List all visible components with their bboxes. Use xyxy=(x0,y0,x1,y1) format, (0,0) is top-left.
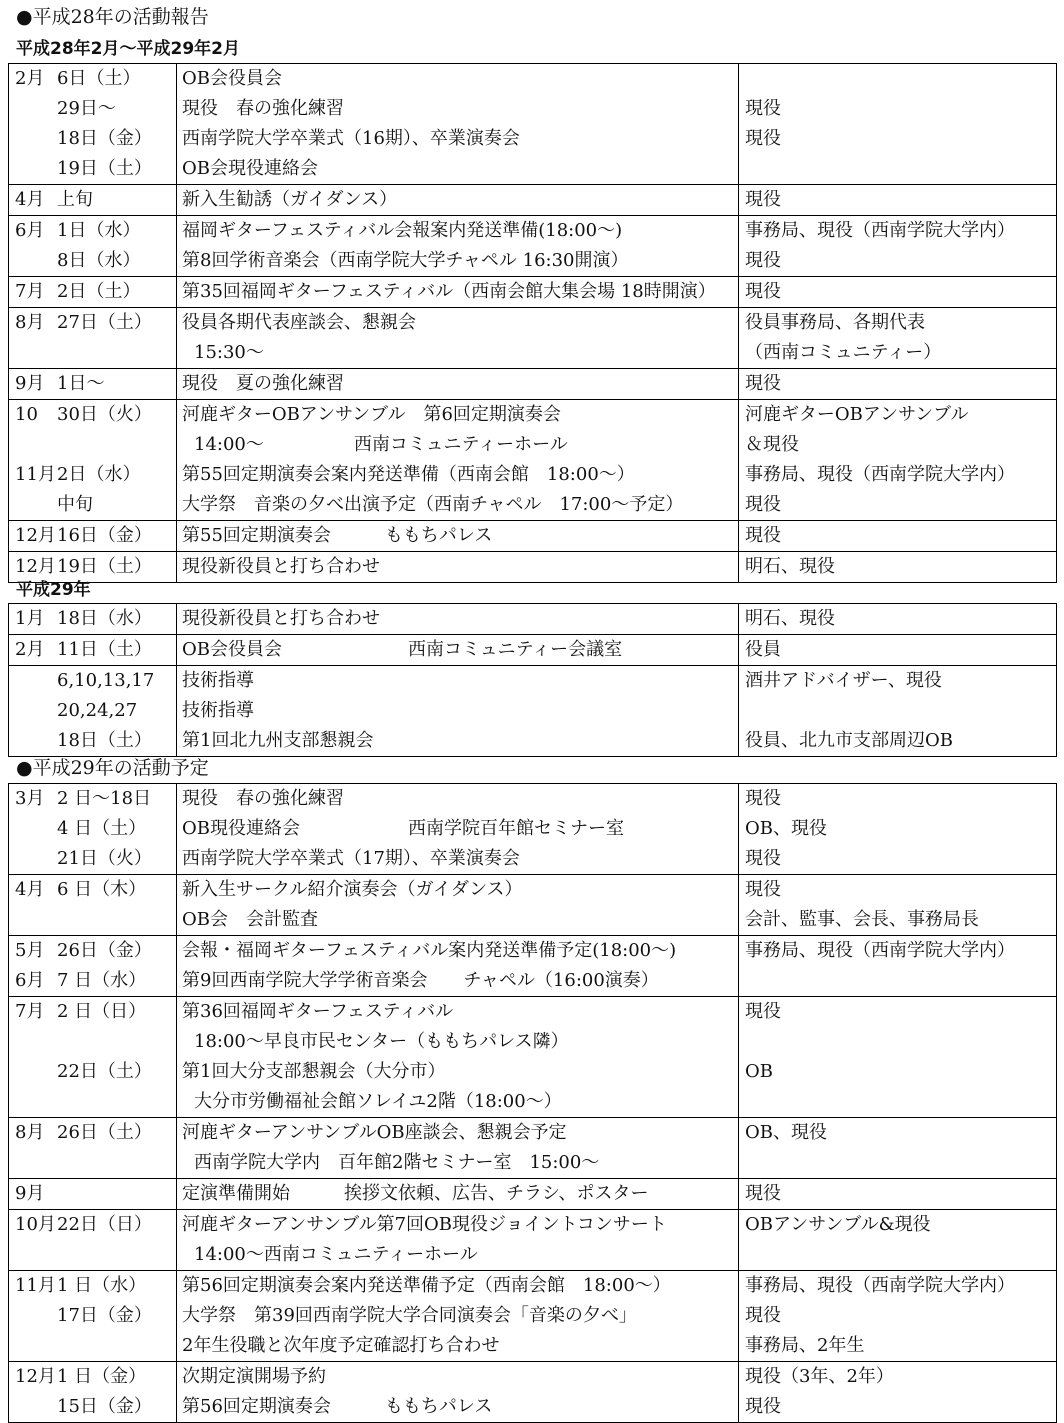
participant-cell xyxy=(739,784,1057,875)
day: 26日（金） xyxy=(57,940,152,961)
table-row xyxy=(9,1210,1057,1271)
event-line: 西南学院大学卒業式（16期）、卒業演奏会 xyxy=(182,128,520,149)
date-cell xyxy=(9,1271,177,1362)
event-cell xyxy=(177,1179,739,1210)
event-cell xyxy=(177,875,739,936)
participant-line: 事務局、現役（西南学院大学内） xyxy=(745,464,1015,485)
table-row xyxy=(9,1179,1057,1210)
day: 2日（土） xyxy=(57,281,141,302)
event-line: 大分市労働福祉会館ソレイユ2階（18:00～） xyxy=(194,1091,562,1112)
month: 12月 xyxy=(15,1366,56,1387)
event-line: 役員各期代表座談会、懇親会 xyxy=(182,312,416,333)
event-cell xyxy=(177,521,739,552)
participant-cell xyxy=(739,369,1057,400)
month: 4月 xyxy=(15,879,45,900)
date-line: 20,24,27 xyxy=(57,700,138,721)
date-line: 21日（火） xyxy=(57,848,152,869)
participant-line xyxy=(745,154,1056,184)
date-line: 4 日（土） xyxy=(57,818,147,839)
month: 7月 xyxy=(15,1001,45,1022)
event-line: OB会役員会 西南コミュニティー会議室 xyxy=(182,639,623,660)
month: 3月 xyxy=(15,788,45,809)
date-line xyxy=(15,875,176,905)
event-cell xyxy=(177,277,739,308)
table-row xyxy=(9,521,1057,552)
event-line: 現役新役員と打ち合わせ xyxy=(182,608,380,629)
event-line: 現役 夏の強化練習 xyxy=(182,373,344,394)
date-line xyxy=(15,1027,176,1057)
event-cell xyxy=(177,635,739,666)
plan-table xyxy=(8,783,1057,1423)
participant-line: 会計、監事、会長、事務局長 xyxy=(745,909,979,930)
participant-line: 現役 xyxy=(745,788,781,809)
table-row xyxy=(9,1271,1057,1362)
participant-line xyxy=(745,696,1056,726)
table-row xyxy=(9,936,1057,997)
date-line xyxy=(15,1179,176,1209)
date-cell xyxy=(9,185,177,216)
participant-line: 現役 xyxy=(745,1305,781,1326)
table-row xyxy=(9,552,1057,583)
report-heading: ●平成28年の活動報告 xyxy=(16,6,209,28)
participant-line xyxy=(745,1148,1056,1178)
month: 6月 xyxy=(15,220,45,241)
participant-line: 現役 xyxy=(745,848,781,869)
day: 上旬 xyxy=(57,189,93,210)
date-line: 18日（土） xyxy=(57,730,152,751)
date-line xyxy=(15,936,176,966)
month: 12月 xyxy=(15,525,56,546)
participant-cell xyxy=(739,604,1057,635)
day: 7 日（水） xyxy=(57,970,147,991)
table-row xyxy=(9,185,1057,216)
participant-line: 現役 xyxy=(745,879,781,900)
participant-cell xyxy=(739,400,1057,521)
participant-line: 事務局、現役（西南学院大学内） xyxy=(745,940,1015,961)
date-cell xyxy=(9,1362,177,1423)
date-line xyxy=(15,521,176,551)
report-table xyxy=(8,63,1057,583)
date-line xyxy=(15,604,176,634)
participant-line: 現役 xyxy=(745,373,781,394)
participant-line: 現役（3年、2年） xyxy=(745,1366,894,1387)
day: 18日（水） xyxy=(57,608,152,629)
event-line: 会報・福岡ギターフェスティバル案内発送準備予定(18:00～) xyxy=(182,940,677,961)
event-cell xyxy=(177,1362,739,1423)
event-line: 大学祭 第39回西南学院大学合同演奏会「音楽の夕べ」 xyxy=(182,1305,637,1326)
event-line: 第55回定期演奏会案内発送準備（西南会館 18:00～） xyxy=(182,464,635,485)
month: 11月 xyxy=(15,464,56,485)
event-line: 14:00～西南コミュニティーホール xyxy=(194,1244,478,1265)
event-line: 定演準備開始 挨拶文依頼、広告、チラシ、ポスター xyxy=(182,1183,649,1204)
date-line xyxy=(15,1362,176,1392)
report-period: 平成28年2月～平成29年2月 xyxy=(16,39,240,59)
event-cell xyxy=(177,308,739,369)
day: 30日（火） xyxy=(57,404,152,425)
date-line: 29日～ xyxy=(57,98,116,119)
event-line: 第55回定期演奏会 ももちパレス xyxy=(182,525,493,546)
participant-cell xyxy=(739,1362,1057,1423)
month: 12月 xyxy=(15,556,56,577)
date-cell xyxy=(9,604,177,635)
month: 2月 xyxy=(15,68,45,89)
participant-line xyxy=(745,1087,1056,1117)
participant-line: 明石、現役 xyxy=(745,556,835,577)
participant-line: ＆現役 xyxy=(745,434,799,455)
table-row xyxy=(9,784,1057,875)
date-cell xyxy=(9,936,177,997)
date-cell xyxy=(9,875,177,936)
date-line: 17日（金） xyxy=(57,1305,152,1326)
event-line: 第56回定期演奏会案内発送準備予定（西南会館 18:00～） xyxy=(182,1275,671,1296)
date-line xyxy=(15,966,176,996)
event-line: 2年生役職と次年度予定確認打ち合わせ xyxy=(182,1335,500,1356)
date-cell xyxy=(9,997,177,1118)
participant-line: 現役 xyxy=(745,189,781,210)
day: 19日（土） xyxy=(57,556,152,577)
event-line: 新入生勧誘（ガイダンス） xyxy=(182,189,398,210)
participant-cell xyxy=(739,521,1057,552)
participant-line xyxy=(745,1027,1056,1057)
participant-line: 現役 xyxy=(745,525,781,546)
month: 9月 xyxy=(15,373,45,394)
date-line xyxy=(15,1087,176,1117)
event-cell xyxy=(177,552,739,583)
event-line: 第35回福岡ギターフェスティバル（西南会館大集会場 18時開演） xyxy=(182,281,716,302)
month: 7月 xyxy=(15,281,45,302)
day: 1日～ xyxy=(57,373,105,394)
event-line: 15:30～ xyxy=(194,342,264,363)
event-line: 第9回西南学院大学学術音楽会 チャペル（16:00演奏） xyxy=(182,970,659,991)
participant-line: 現役 xyxy=(745,1183,781,1204)
event-cell xyxy=(177,400,739,521)
event-line: 18:00～早良市民センター（ももちパレス隣） xyxy=(194,1031,569,1052)
date-line xyxy=(15,635,176,665)
date-line xyxy=(15,784,176,814)
date-cell xyxy=(9,784,177,875)
participant-line: 現役 xyxy=(745,98,781,119)
date-line xyxy=(15,308,176,338)
participant-line: 明石、現役 xyxy=(745,608,835,629)
day: 11日（土） xyxy=(57,639,152,660)
participant-cell xyxy=(739,936,1057,997)
participant-line: 現役 xyxy=(745,1396,781,1417)
month: 2月 xyxy=(15,639,45,660)
month: 1月 xyxy=(15,608,45,629)
participant-line: 事務局、現役（西南学院大学内） xyxy=(745,220,1015,241)
event-line: 河鹿ギターアンサンブルOB座談会、懇親会予定 xyxy=(182,1122,567,1143)
table-row xyxy=(9,64,1057,185)
participant-line: 役員、北九市支部周辺OB xyxy=(745,730,953,751)
participant-cell xyxy=(739,277,1057,308)
participant-cell xyxy=(739,552,1057,583)
event-line: 第8回学術音楽会（西南学院大学チャペル 16:30開演） xyxy=(182,250,629,271)
participant-line: OB、現役 xyxy=(745,1122,827,1143)
event-cell xyxy=(177,369,739,400)
date-cell xyxy=(9,400,177,521)
date-cell xyxy=(9,64,177,185)
event-cell xyxy=(177,1118,739,1179)
participant-cell xyxy=(739,1118,1057,1179)
month: 10月 xyxy=(15,1214,56,1235)
event-line: OB現役連絡会 西南学院百年館セミナー室 xyxy=(182,818,624,839)
participant-line: 事務局、現役（西南学院大学内） xyxy=(745,1275,1015,1296)
date-cell xyxy=(9,216,177,277)
day: 2日（水） xyxy=(57,464,141,485)
date-cell xyxy=(9,277,177,308)
date-line xyxy=(15,216,176,246)
date-line xyxy=(15,1118,176,1148)
participant-cell xyxy=(739,997,1057,1118)
participant-cell xyxy=(739,1179,1057,1210)
participant-line xyxy=(745,64,1056,94)
table-row xyxy=(9,216,1057,277)
date-line xyxy=(15,369,176,399)
event-cell xyxy=(177,997,739,1118)
date-line xyxy=(15,64,176,94)
date-cell xyxy=(9,635,177,666)
participant-cell xyxy=(739,64,1057,185)
participant-cell xyxy=(739,875,1057,936)
date-line xyxy=(15,185,176,215)
event-line: 技術指導 xyxy=(182,700,254,721)
month: 8月 xyxy=(15,1122,45,1143)
date-line xyxy=(15,1148,176,1178)
participant-line: 現役 xyxy=(745,1001,781,1022)
date-line: 18日（金） xyxy=(57,128,152,149)
date-line xyxy=(15,460,176,490)
day: 2 日（日） xyxy=(57,1001,147,1022)
date-line xyxy=(15,1331,176,1361)
date-cell xyxy=(9,1210,177,1271)
table-row xyxy=(9,1118,1057,1179)
table-row xyxy=(9,277,1057,308)
participant-line: 河鹿ギターOBアンサンブル xyxy=(745,404,969,425)
event-line: 第1回北九州支部懇親会 xyxy=(182,730,374,751)
participant-cell xyxy=(739,1271,1057,1362)
table-row xyxy=(9,604,1057,635)
date-line xyxy=(15,1240,176,1270)
event-line: 西南学院大学内 百年館2階セミナー室 15:00～ xyxy=(194,1152,600,1173)
day: 1 日（水） xyxy=(57,1275,147,1296)
date-cell xyxy=(9,308,177,369)
participant-line: 酒井アドバイザー、現役 xyxy=(745,670,942,691)
date-line: 22日（土） xyxy=(57,1061,152,1082)
participant-cell xyxy=(739,216,1057,277)
event-line: OB会現役連絡会 xyxy=(182,158,318,179)
report-table-2017 xyxy=(8,603,1057,757)
event-line: 河鹿ギターアンサンブル第7回OB現役ジョイントコンサート xyxy=(182,1214,667,1235)
event-line: 次期定演開場予約 xyxy=(182,1366,326,1387)
event-line: 現役 春の強化練習 xyxy=(182,788,344,809)
event-cell xyxy=(177,216,739,277)
participant-line: OB、現役 xyxy=(745,818,827,839)
table-row xyxy=(9,875,1057,936)
event-cell xyxy=(177,666,739,757)
participant-cell xyxy=(739,308,1057,369)
month: 5月 xyxy=(15,940,45,961)
participant-line xyxy=(745,966,1056,996)
date-line xyxy=(15,277,176,307)
date-cell xyxy=(9,369,177,400)
participant-line: 役員 xyxy=(745,639,781,660)
event-line: 現役 春の強化練習 xyxy=(182,98,344,119)
date-line: 19日（土） xyxy=(57,158,152,179)
event-cell xyxy=(177,604,739,635)
event-line: 大学祭 音楽の夕べ出演予定（西南チャペル 17:00～予定） xyxy=(182,494,684,515)
event-line: 西南学院大学卒業式（17期）、卒業演奏会 xyxy=(182,848,520,869)
table-row xyxy=(9,400,1057,521)
event-line: OB会役員会 xyxy=(182,68,282,89)
month: 9月 xyxy=(15,1183,45,1204)
month: 4月 xyxy=(15,189,45,210)
participant-line: 現役 xyxy=(745,250,781,271)
date-line xyxy=(15,997,176,1027)
participant-line: 現役 xyxy=(745,128,781,149)
participant-line: 現役 xyxy=(745,281,781,302)
event-line: 第36回福岡ギターフェスティバル xyxy=(182,1001,454,1022)
participant-line: 現役 xyxy=(745,494,781,515)
date-cell xyxy=(9,1179,177,1210)
event-line: 福岡ギターフェスティバル会報案内発送準備(18:00～) xyxy=(182,220,623,241)
day: 6 日（木） xyxy=(57,879,147,900)
day: 27日（土） xyxy=(57,312,152,333)
date-line: 6,10,13,17 xyxy=(57,670,155,691)
event-cell xyxy=(177,936,739,997)
event-cell xyxy=(177,784,739,875)
event-cell xyxy=(177,1271,739,1362)
date-line xyxy=(15,338,176,368)
date-line: 8日（水） xyxy=(57,250,141,271)
event-line: 新入生サークル紹介演奏会（ガイダンス） xyxy=(182,879,523,900)
table-row xyxy=(9,1362,1057,1423)
table-row xyxy=(9,635,1057,666)
event-line: OB会 会計監査 xyxy=(182,909,318,930)
event-line: 現役新役員と打ち合わせ xyxy=(182,556,380,577)
event-line: 第56回定期演奏会 ももちパレス xyxy=(182,1396,493,1417)
participant-cell xyxy=(739,1210,1057,1271)
event-cell xyxy=(177,64,739,185)
date-cell xyxy=(9,1118,177,1179)
table-row xyxy=(9,369,1057,400)
table-row xyxy=(9,666,1057,757)
event-cell xyxy=(177,1210,739,1271)
month: 11月 xyxy=(15,1275,56,1296)
day: 2 日～18日 xyxy=(57,788,152,809)
participant-line: （西南コミュニティー） xyxy=(745,342,942,363)
day: 1日（水） xyxy=(57,220,141,241)
date-line xyxy=(15,1210,176,1240)
day: 1 日（金） xyxy=(57,1366,147,1387)
date-line xyxy=(15,905,176,935)
date-cell xyxy=(9,521,177,552)
plan-heading: ●平成29年の活動予定 xyxy=(16,757,209,779)
participant-cell xyxy=(739,185,1057,216)
participant-line: OB xyxy=(745,1061,773,1082)
event-line: 技術指導 xyxy=(182,670,254,691)
table-row xyxy=(9,308,1057,369)
year-2017-label: 平成29年 xyxy=(16,580,91,600)
day: 26日（土） xyxy=(57,1122,152,1143)
day: 6日（土） xyxy=(57,68,141,89)
date-line xyxy=(15,430,176,460)
participant-line: OBアンサンブル&現役 xyxy=(745,1214,931,1235)
day: 16日（金） xyxy=(57,525,152,546)
month: 10 xyxy=(15,404,38,425)
date-line xyxy=(15,1271,176,1301)
event-cell xyxy=(177,185,739,216)
event-line: 河鹿ギターOBアンサンブル 第6回定期演奏会 xyxy=(182,404,561,425)
event-line: 第1回大分支部懇親会（大分市） xyxy=(182,1061,446,1082)
participant-line: 役員事務局、各期代表 xyxy=(745,312,925,333)
table-row xyxy=(9,997,1057,1118)
date-cell xyxy=(9,666,177,757)
participant-cell xyxy=(739,666,1057,757)
participant-line: 事務局、2年生 xyxy=(745,1335,865,1356)
date-line xyxy=(15,400,176,430)
participant-cell xyxy=(739,635,1057,666)
event-line: 14:00～ 西南コミュニティーホール xyxy=(194,434,568,455)
month: 6月 xyxy=(15,970,45,991)
day: 22日（日） xyxy=(57,1214,152,1235)
date-line: 中旬 xyxy=(57,494,93,515)
date-line: 15日（金） xyxy=(57,1396,152,1417)
participant-line xyxy=(745,1240,1056,1270)
month: 8月 xyxy=(15,312,45,333)
